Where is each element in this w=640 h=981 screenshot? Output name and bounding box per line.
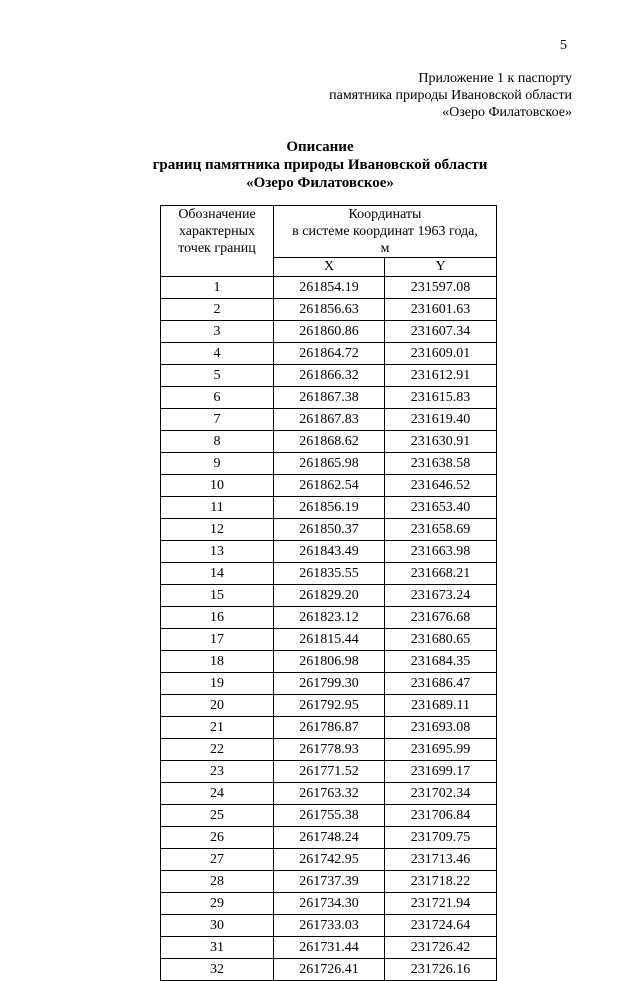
point-number: 26 <box>161 827 274 849</box>
appendix-line: Приложение 1 к паспорту <box>418 71 572 86</box>
point-number: 6 <box>161 387 274 409</box>
header-label-line: точек границ <box>178 241 256 256</box>
table-row <box>161 475 497 497</box>
coord-y: 231693.08 <box>385 717 497 739</box>
coord-x: 261786.87 <box>274 717 385 739</box>
table-row <box>161 827 497 849</box>
appendix-line: «Озеро Филатовское» <box>442 105 572 120</box>
header-label-line: Обозначение <box>178 207 256 222</box>
coord-y: 231709.75 <box>385 827 497 849</box>
header-label-line: характерных <box>178 224 256 239</box>
coord-x: 261731.44 <box>274 937 385 959</box>
table-row <box>161 959 497 981</box>
coord-x: 261755.38 <box>274 805 385 827</box>
coord-x: 261799.30 <box>274 673 385 695</box>
document-title <box>0 138 640 192</box>
coord-y: 231713.46 <box>385 849 497 871</box>
table-row <box>161 365 497 387</box>
point-number: 31 <box>161 937 274 959</box>
coord-y: 231653.40 <box>385 497 497 519</box>
table-row <box>161 915 497 937</box>
coord-x: 261867.38 <box>274 387 385 409</box>
table-row <box>161 497 497 519</box>
coord-y: 231718.22 <box>385 871 497 893</box>
coord-y: 231663.98 <box>385 541 497 563</box>
point-number: 13 <box>161 541 274 563</box>
table-row <box>161 651 497 673</box>
table-row <box>161 629 497 651</box>
point-number: 27 <box>161 849 274 871</box>
coord-y: 231597.08 <box>385 277 497 299</box>
coord-y: 231684.35 <box>385 651 497 673</box>
coord-y: 231721.94 <box>385 893 497 915</box>
point-number: 21 <box>161 717 274 739</box>
table-row <box>161 563 497 585</box>
point-number: 19 <box>161 673 274 695</box>
coord-x: 261856.19 <box>274 497 385 519</box>
header-coords-line: в системе координат 1963 года, <box>292 224 478 239</box>
point-number: 24 <box>161 783 274 805</box>
title-line: Описание <box>286 139 354 155</box>
point-number: 28 <box>161 871 274 893</box>
coord-x: 261835.55 <box>274 563 385 585</box>
coord-y: 231699.17 <box>385 761 497 783</box>
point-number: 29 <box>161 893 274 915</box>
coord-x: 261734.30 <box>274 893 385 915</box>
point-number: 3 <box>161 321 274 343</box>
table-row <box>161 387 497 409</box>
point-number: 17 <box>161 629 274 651</box>
coord-y: 231646.52 <box>385 475 497 497</box>
coord-y: 231638.58 <box>385 453 497 475</box>
coord-x: 261778.93 <box>274 739 385 761</box>
point-number: 16 <box>161 607 274 629</box>
coord-y: 231686.47 <box>385 673 497 695</box>
coord-x: 261737.39 <box>274 871 385 893</box>
coord-y: 231673.24 <box>385 585 497 607</box>
header-x: X <box>274 258 385 277</box>
coord-y: 231726.42 <box>385 937 497 959</box>
coord-y: 231601.63 <box>385 299 497 321</box>
table-row <box>161 717 497 739</box>
point-number: 4 <box>161 343 274 365</box>
table-body <box>161 277 497 981</box>
table-row <box>161 453 497 475</box>
point-number: 20 <box>161 695 274 717</box>
point-number: 2 <box>161 299 274 321</box>
coord-x: 261806.98 <box>274 651 385 673</box>
table-row <box>161 541 497 563</box>
coord-y: 231680.65 <box>385 629 497 651</box>
title-line: «Озеро Филатовское» <box>246 175 394 191</box>
coord-x: 261865.98 <box>274 453 385 475</box>
coord-x: 261792.95 <box>274 695 385 717</box>
appendix-line: памятника природы Ивановской области <box>329 88 572 103</box>
coord-x: 261867.83 <box>274 409 385 431</box>
point-number: 15 <box>161 585 274 607</box>
coord-x: 261726.41 <box>274 959 385 981</box>
coord-x: 261823.12 <box>274 607 385 629</box>
table-row <box>161 343 497 365</box>
coord-y: 231702.34 <box>385 783 497 805</box>
table-row <box>161 277 497 299</box>
table-row <box>161 695 497 717</box>
point-number: 32 <box>161 959 274 981</box>
table-row <box>161 849 497 871</box>
point-number: 22 <box>161 739 274 761</box>
table-row <box>161 893 497 915</box>
table-row <box>161 739 497 761</box>
table-row <box>161 761 497 783</box>
point-number: 10 <box>161 475 274 497</box>
coord-y: 231615.83 <box>385 387 497 409</box>
coord-y: 231607.34 <box>385 321 497 343</box>
coord-y: 231609.01 <box>385 343 497 365</box>
point-number: 1 <box>161 277 274 299</box>
table-row <box>161 783 497 805</box>
coord-x: 261742.95 <box>274 849 385 871</box>
coord-x: 261856.63 <box>274 299 385 321</box>
header-point-label <box>161 206 274 277</box>
coord-x: 261815.44 <box>274 629 385 651</box>
table-row <box>161 431 497 453</box>
coord-x: 261829.20 <box>274 585 385 607</box>
point-number: 14 <box>161 563 274 585</box>
coord-y: 231619.40 <box>385 409 497 431</box>
point-number: 12 <box>161 519 274 541</box>
point-number: 5 <box>161 365 274 387</box>
coord-x: 261763.32 <box>274 783 385 805</box>
coord-y: 231612.91 <box>385 365 497 387</box>
point-number: 8 <box>161 431 274 453</box>
table-row <box>161 585 497 607</box>
coord-x: 261771.52 <box>274 761 385 783</box>
coord-y: 231706.84 <box>385 805 497 827</box>
coord-y: 231630.91 <box>385 431 497 453</box>
coord-y: 231724.64 <box>385 915 497 937</box>
coord-x: 261854.19 <box>274 277 385 299</box>
table-row <box>161 871 497 893</box>
point-number: 25 <box>161 805 274 827</box>
coord-x: 261860.86 <box>274 321 385 343</box>
coord-x: 261850.37 <box>274 519 385 541</box>
header-coords-line: м <box>380 241 390 256</box>
header-y: Y <box>385 258 497 277</box>
point-number: 18 <box>161 651 274 673</box>
coord-x: 261864.72 <box>274 343 385 365</box>
header-coordinates <box>274 206 497 258</box>
coord-y: 231676.68 <box>385 607 497 629</box>
coord-y: 231658.69 <box>385 519 497 541</box>
point-number: 23 <box>161 761 274 783</box>
table-row <box>161 519 497 541</box>
table-row <box>161 937 497 959</box>
point-number: 30 <box>161 915 274 937</box>
coord-x: 261862.54 <box>274 475 385 497</box>
coord-y: 231689.11 <box>385 695 497 717</box>
point-number: 7 <box>161 409 274 431</box>
coordinates-table <box>160 205 497 981</box>
table-row <box>161 299 497 321</box>
table-row <box>161 673 497 695</box>
table-row <box>161 607 497 629</box>
table-row <box>161 409 497 431</box>
coord-x: 261748.24 <box>274 827 385 849</box>
page-number: 5 <box>560 38 567 53</box>
coord-x: 261733.03 <box>274 915 385 937</box>
coord-y: 231726.16 <box>385 959 497 981</box>
table-row <box>161 321 497 343</box>
header-coords-line: Координаты <box>348 207 422 222</box>
coord-y: 231668.21 <box>385 563 497 585</box>
appendix-note <box>329 70 572 121</box>
point-number: 11 <box>161 497 274 519</box>
coord-x: 261868.62 <box>274 431 385 453</box>
coord-x: 261866.32 <box>274 365 385 387</box>
coord-x: 261843.49 <box>274 541 385 563</box>
title-line: границ памятника природы Ивановской области <box>152 157 488 173</box>
table-row <box>161 805 497 827</box>
point-number: 9 <box>161 453 274 475</box>
coord-y: 231695.99 <box>385 739 497 761</box>
